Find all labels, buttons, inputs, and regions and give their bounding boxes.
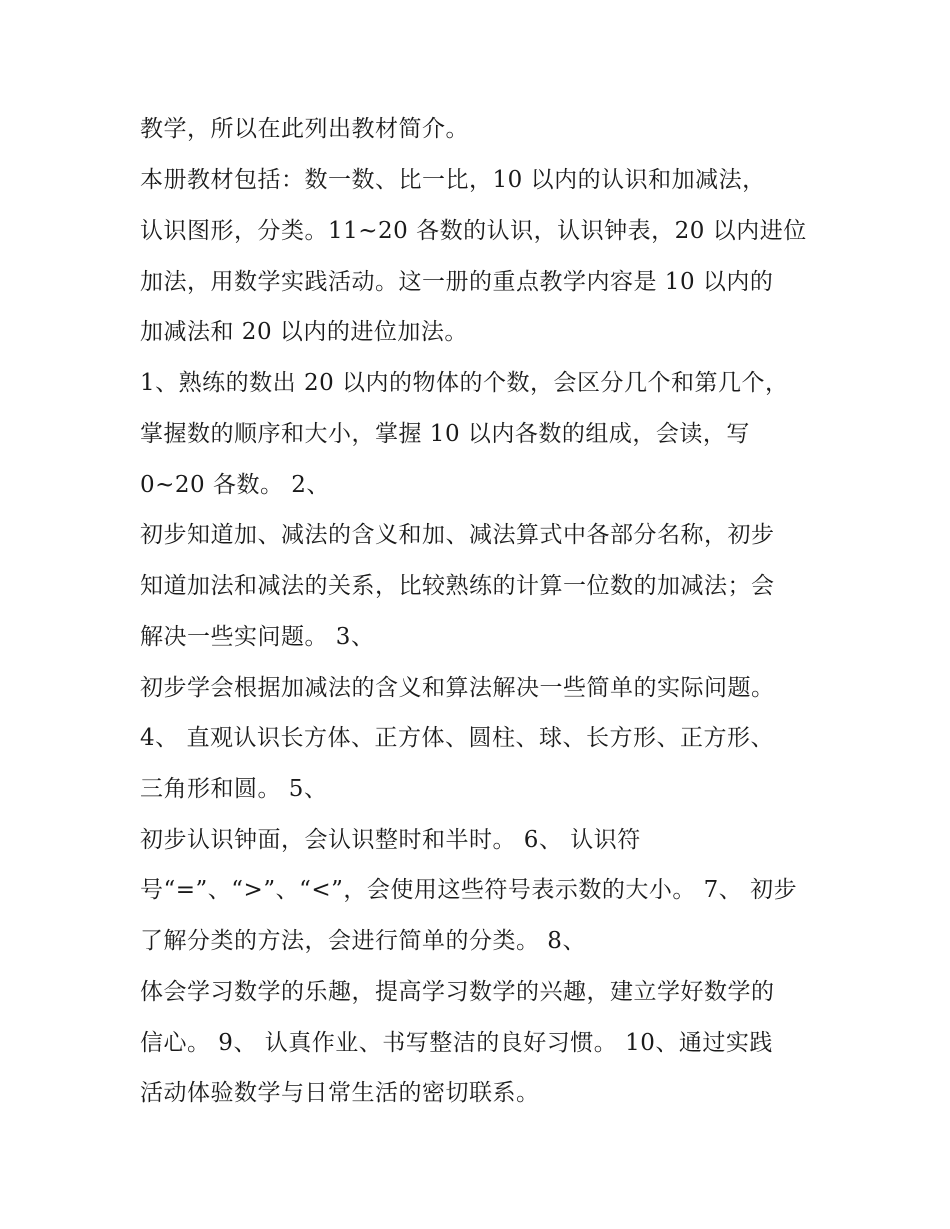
text-line-17: 了解分类的方法，会进行简单的分类。 8、 <box>140 928 586 954</box>
text-line-7: 掌握数的顺序和大小，掌握 10 以内各数的组成，会读，写 <box>140 421 750 447</box>
text-line-3: 认识图形，分类。11~20 各数的认识，认识钟表，20 以内进位 <box>140 218 807 244</box>
text-line-2: 本册教材包括：数一数、比一比，10 以内的认识和加减法， <box>140 167 766 193</box>
text-line-19: 信心。 9、 认真作业、书写整洁的良好习惯。 10、通过实践 <box>140 1030 773 1056</box>
text-line-15: 初步认识钟面，会认识整时和半时。 6、 认识符 <box>140 827 641 853</box>
text-line-16: 号“=”、“>”、“<”，会使用这些符号表示数的大小。 7、 初步 <box>140 877 798 903</box>
text-line-9: 初步知道加、减法的含义和加、减法算式中各部分名称，初步 <box>140 522 775 548</box>
text-line-13: 4、 直观认识长方体、正方体、圆柱、球、长方形、正方形、 <box>140 725 774 751</box>
text-line-5: 加减法和 20 以内的进位加法。 <box>140 319 468 345</box>
text-line-6: 1、熟练的数出 20 以内的物体的个数，会区分几个和第几个， <box>140 370 789 396</box>
text-line-12: 初步学会根据加减法的含义和算法解决一些简单的实际问题。 <box>140 675 775 701</box>
text-line-10: 知道加法和减法的关系，比较熟练的计算一位数的加减法；会 <box>140 573 775 599</box>
text-line-4: 加法，用数学实践活动。这一册的重点教学内容是 10 以内的 <box>140 269 774 295</box>
text-line-20: 活动体验数学与日常生活的密切联系。 <box>140 1080 540 1106</box>
text-line-18: 体会学习数学的乐趣，提高学习数学的兴趣，建立学好数学的 <box>140 979 775 1005</box>
text-line-14: 三角形和圆。 5、 <box>140 776 328 802</box>
text-line-1: 教学，所以在此列出教材简介。 <box>140 116 469 142</box>
text-line-11: 解决一些实问题。 3、 <box>140 624 375 650</box>
text-line-8: 0~20 各数。 2、 <box>140 472 330 498</box>
